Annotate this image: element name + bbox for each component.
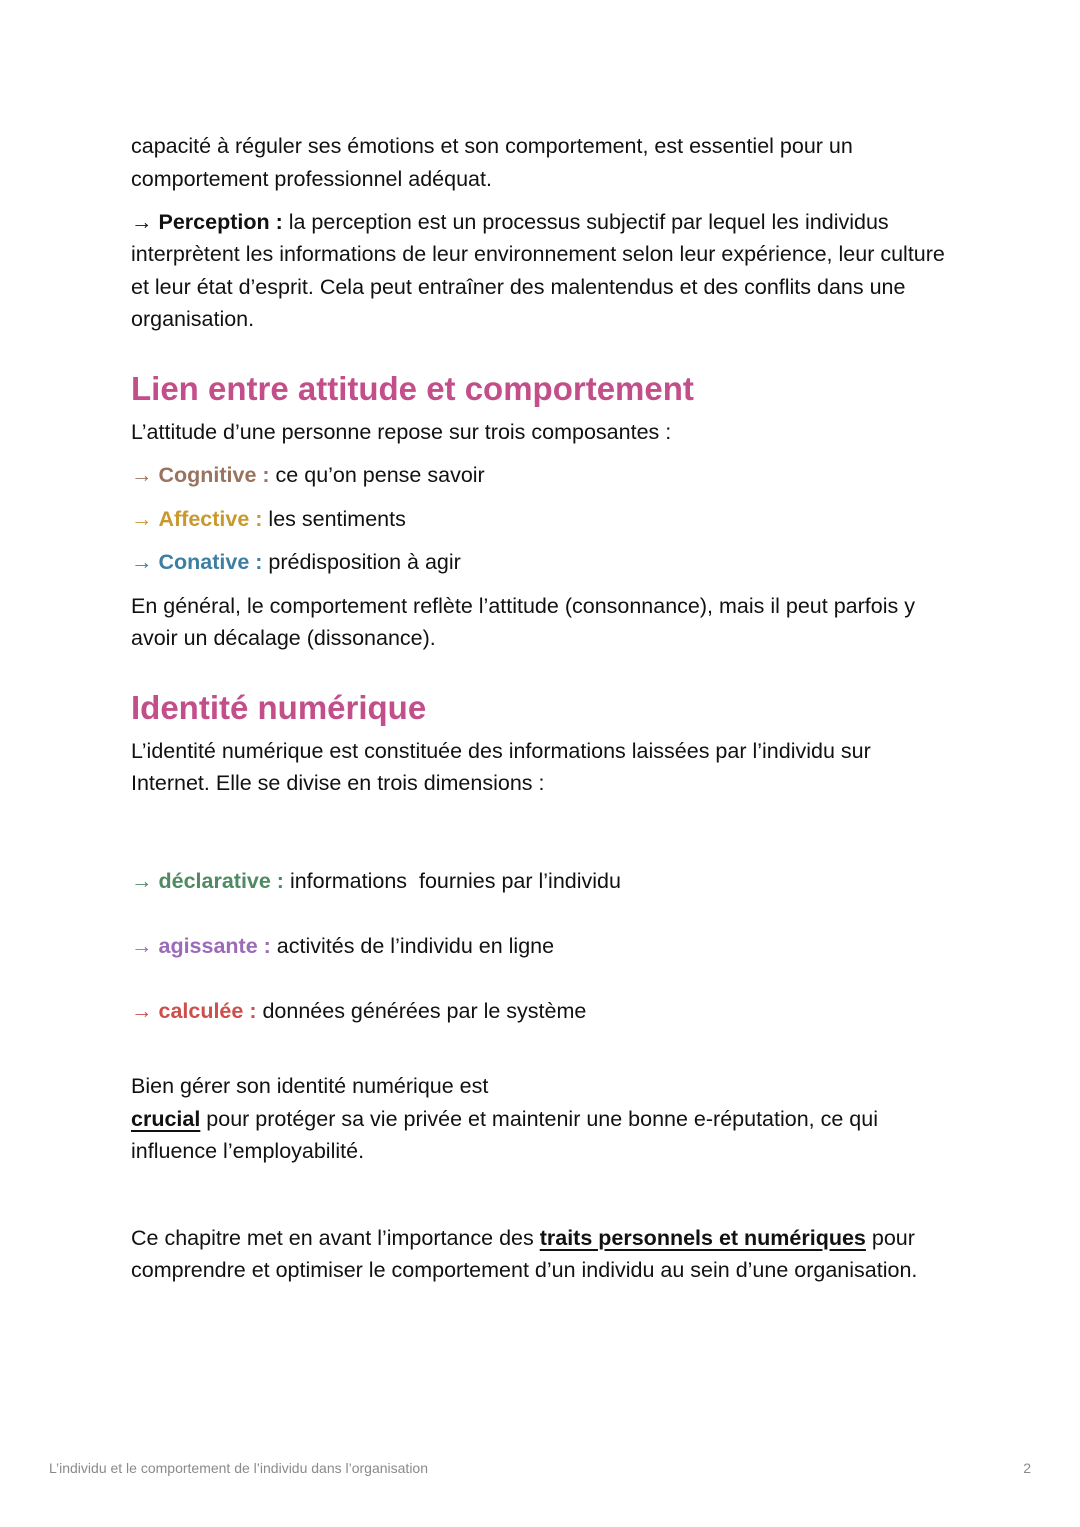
page-footer [49,1460,1031,1476]
identity-intro: L’identité numérique est constituée des informations laissées par l’individu sur Internet. Elle se divise en trois dimensions : [131,738,871,795]
arrow-icon: → [131,463,153,487]
term-declarative: déclarative : [158,868,284,893]
emphasis-crucial: crucial [131,1106,201,1131]
arrow-icon: → [131,868,153,893]
identity-manage-paragraph [131,1103,951,1168]
arrow-icon: → [131,933,153,958]
term-agissante: agissante : [158,933,271,958]
text-declarative: informations fournies par l’individu [283,868,621,893]
conclusion-after: pour comprendre et optimiser le comportement d’un individu au sein d’une organisation. [131,1225,918,1282]
arrow-icon: → [131,506,153,531]
identity-manage-line1: Bien gérer son identité numérique est [131,1074,489,1098]
page-body [131,130,951,1287]
attitude-conclusion: En général, le comportement reflète l’attitude (consonnance), mais il peut parfois y avoir un décalage (dissonance). [131,593,915,650]
page-number: 2 [1023,1460,1031,1476]
arrow-icon: → [131,209,153,234]
arrow-icon: → [131,550,153,574]
list-item-conative [131,546,951,579]
perception-term: Perception : [158,209,283,234]
text-cognitive: ce qu’on pense savoir [269,463,485,487]
text-affective: les sentiments [262,506,406,531]
text-agissante: activités de l’individu en ligne [270,933,555,958]
list-item-affective [131,503,951,536]
list-item-calculee [131,995,951,1028]
term-cognitive: Cognitive : [158,463,270,487]
section-heading-attitude: Lien entre attitude et comportement [131,369,694,407]
list-item-declarative [131,865,951,898]
term-calculee: calculée : [158,998,257,1023]
list-item-cognitive [131,459,951,492]
footer-title: L’individu et le comportement de l’individu dans l’organisation [49,1460,429,1476]
text-conative: prédisposition à agir [262,550,461,574]
attitude-intro: L’attitude d’une personne repose sur trois composantes : [131,419,672,444]
text-calculee: données générées par le système [256,998,587,1023]
list-item-agissante [131,930,951,963]
emphasis-traits: traits personnels et numériques [539,1225,866,1250]
term-affective: Affective : [158,506,263,531]
arrow-icon: → [131,998,153,1023]
identity-manage-rest: pour protéger sa vie privée et maintenir une bonne e-réputation, ce qui influence l’employabilité. [131,1106,878,1163]
section-heading-identity: Identité numérique [131,688,427,726]
perception-paragraph [131,206,951,336]
conclusion-before: Ce chapitre met en avant l’importance des [131,1225,540,1250]
chapter-conclusion [131,1222,951,1287]
term-conative: Conative : [158,550,263,574]
intro-continuation: capacité à réguler ses émotions et son comportement, est essentiel pour un comportement professionnel adéquat. [131,134,853,191]
perception-text: la perception est un processus subjectif par lequel les individus interprètent les informations de leur environnement selon leur expérience, leur culture et leur état d’esprit. Cela peut entraîner des malentendus et des conflits dans une organisation. [131,209,945,331]
